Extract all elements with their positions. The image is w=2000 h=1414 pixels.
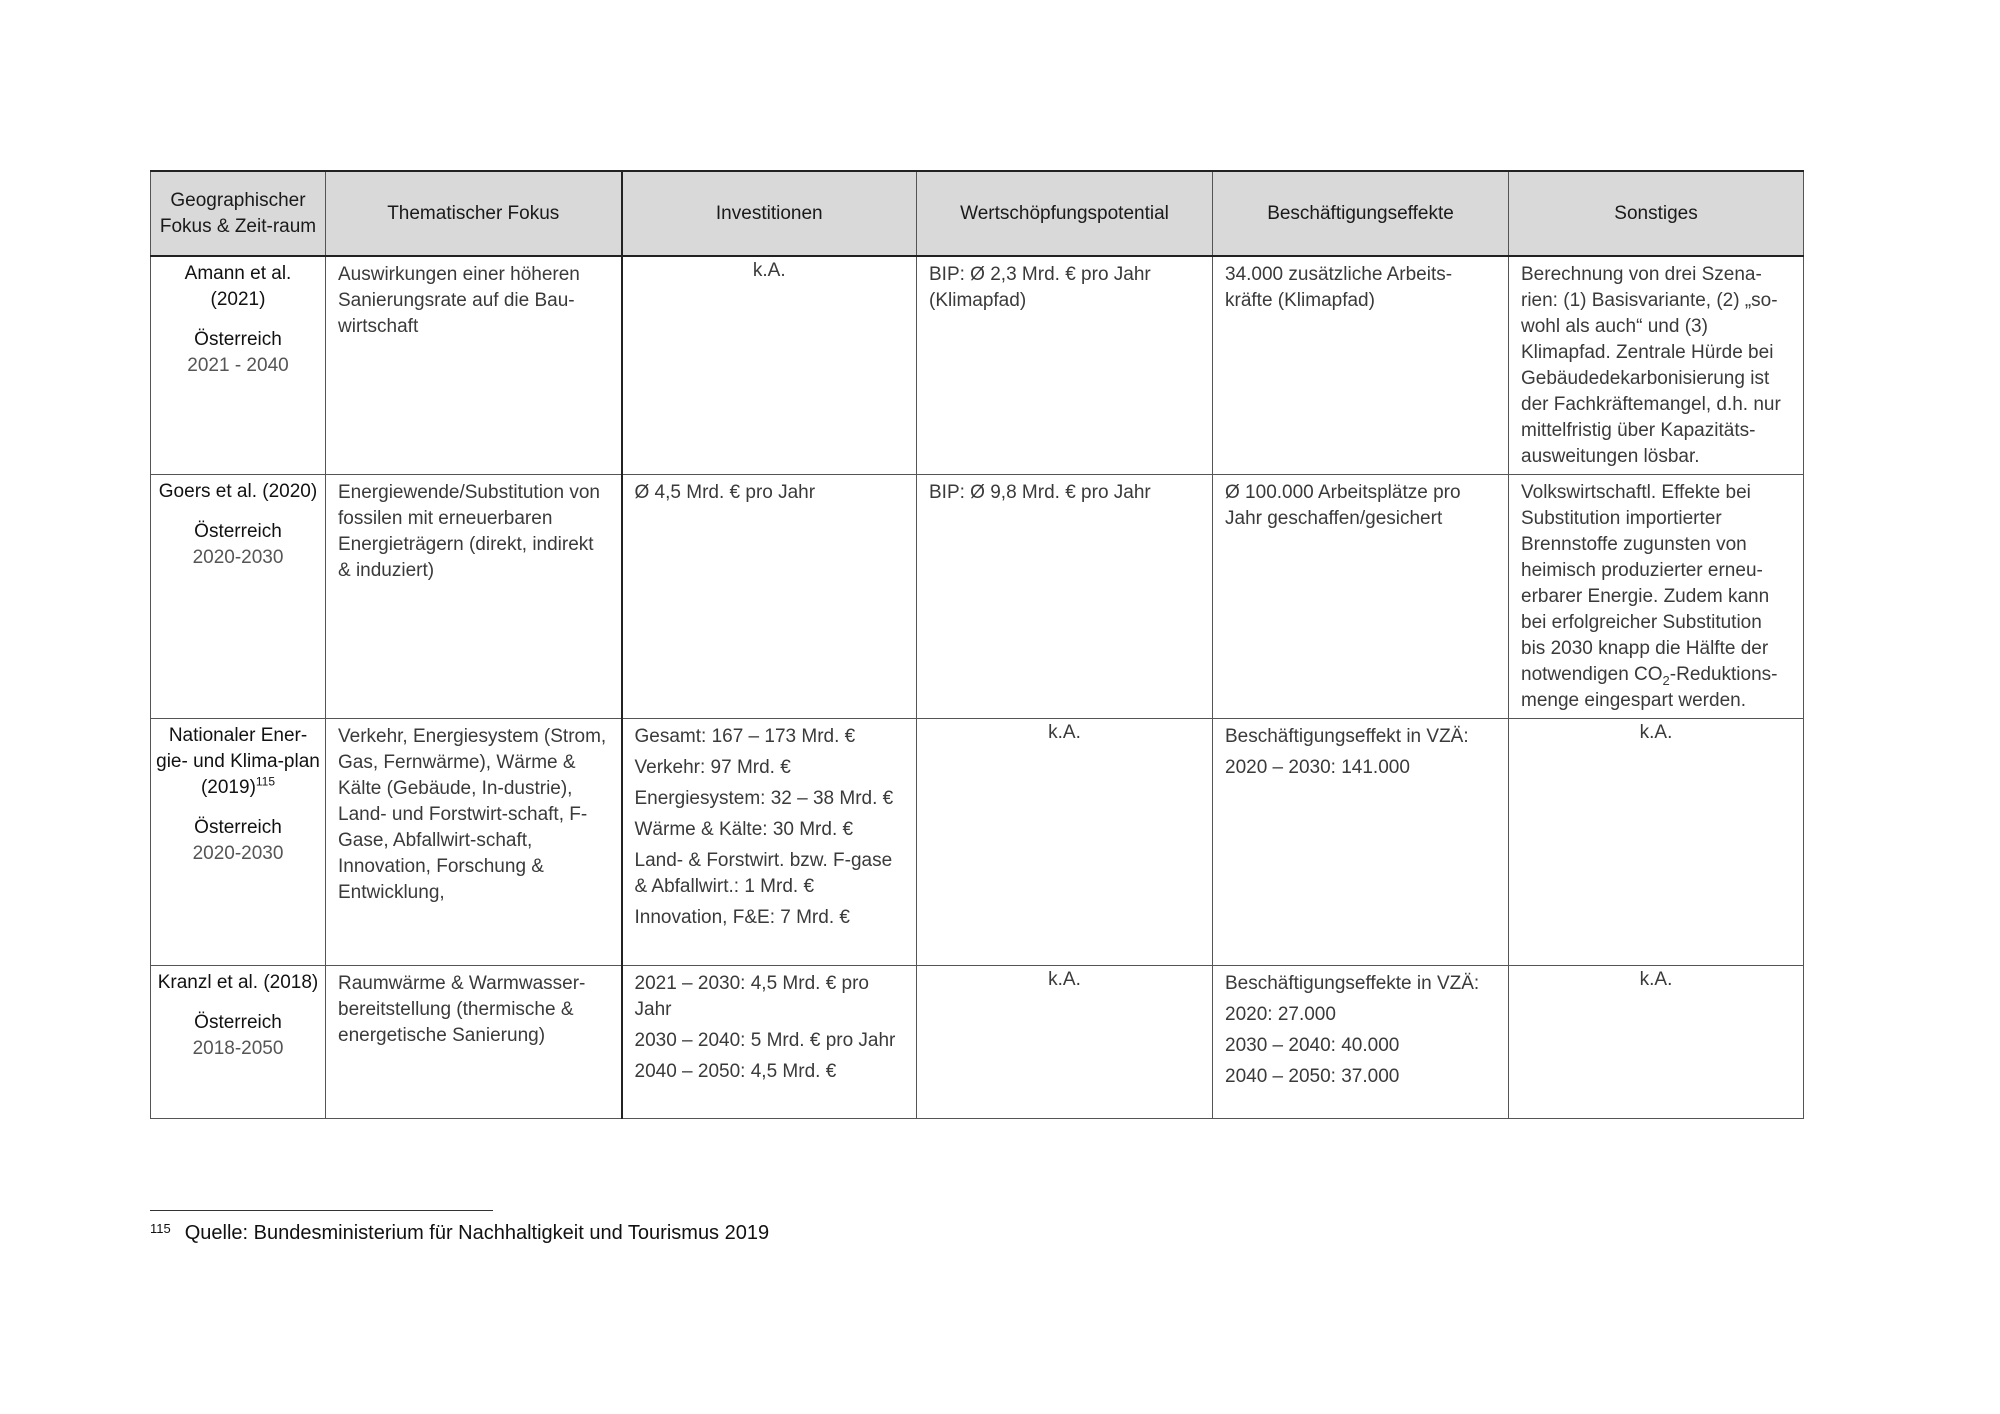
header-thematic-focus: Thematischer Fokus bbox=[326, 171, 622, 256]
investments-cell: k.A. bbox=[622, 256, 917, 474]
other-text-end: -Reduktions-menge eingespart werden. bbox=[1521, 663, 1778, 711]
employment-line: Beschäftigungseffekte in VZÄ: bbox=[1225, 972, 1480, 994]
study-region: Österreich bbox=[194, 329, 282, 350]
investments-cell bbox=[622, 965, 917, 1118]
header-investments: Investitionen bbox=[622, 171, 917, 256]
footnote-text: Quelle: Bundesministerium für Nachhaltigkeit und Tourismus 2019 bbox=[184, 1222, 770, 1244]
study-period: 2020-2030 bbox=[192, 842, 284, 864]
header-value-added: Wertschöpfungspotential bbox=[917, 171, 1213, 256]
thematic-cell: Raumwärme & Warmwasser-bereitstellung (thermische & energetische Sanierung) bbox=[326, 965, 622, 1118]
employment-cell: 34.000 zusätzliche Arbeits-kräfte (Klimapfad) bbox=[1213, 256, 1509, 474]
investment-line: Gesamt: 167 – 173 Mrd. € bbox=[634, 725, 856, 747]
value-added-cell: BIP: Ø 9,8 Mrd. € pro Jahr bbox=[917, 474, 1213, 718]
table-header-row bbox=[151, 171, 1804, 256]
employment-cell: Ø 100.000 Arbeitsplätze pro Jahr geschaffen/gesichert bbox=[1213, 474, 1509, 718]
investment-line: Land- & Forstwirt. bzw. F-gase & Abfallwirt.: 1 Mrd. € bbox=[634, 849, 893, 897]
study-cell bbox=[151, 474, 326, 718]
comparison-table bbox=[150, 170, 1804, 1119]
investment-line: 2040 – 2050: 4,5 Mrd. € bbox=[634, 1060, 837, 1082]
investment-line: 2030 – 2040: 5 Mrd. € pro Jahr bbox=[634, 1029, 896, 1051]
table-row bbox=[151, 718, 1804, 965]
employment-line: 2020 – 2030: 141.000 bbox=[1225, 756, 1410, 778]
investment-line: Innovation, F&E: 7 Mrd. € bbox=[634, 906, 850, 928]
investments-cell bbox=[622, 718, 917, 965]
value-added-cell: k.A. bbox=[917, 718, 1213, 965]
table-row bbox=[151, 256, 1804, 474]
study-cell bbox=[151, 256, 326, 474]
investment-line: 2021 – 2030: 4,5 Mrd. € pro Jahr bbox=[634, 972, 869, 1020]
employment-line: 2040 – 2050: 37.000 bbox=[1225, 1065, 1400, 1087]
study-period: 2021 - 2040 bbox=[187, 355, 289, 376]
employment-line: 2020: 27.000 bbox=[1225, 1003, 1336, 1025]
investment-line: Energiesystem: 32 – 38 Mrd. € bbox=[634, 787, 894, 809]
study-name: Kranzl et al. (2018) bbox=[157, 971, 319, 993]
employment-line: 2030 – 2040: 40.000 bbox=[1225, 1034, 1400, 1056]
thematic-cell: Auswirkungen einer höheren Sanierungsrate auf die Bau-wirtschaft bbox=[326, 256, 622, 474]
co2-subscript: 2 bbox=[1662, 672, 1670, 688]
header-other: Sonstiges bbox=[1509, 171, 1804, 256]
investment-line: Wärme & Kälte: 30 Mrd. € bbox=[634, 818, 854, 840]
footnote-divider bbox=[150, 1210, 493, 1211]
footnote bbox=[150, 1222, 769, 1245]
study-name bbox=[155, 723, 321, 801]
other-cell: k.A. bbox=[1509, 718, 1804, 965]
study-region: Österreich bbox=[194, 520, 282, 542]
study-period: 2020-2030 bbox=[192, 546, 284, 568]
footnote-ref: 115 bbox=[255, 774, 276, 789]
header-geo-focus: Geographischer Fokus & Zeit-raum bbox=[151, 171, 326, 256]
employment-cell bbox=[1213, 965, 1509, 1118]
table-row bbox=[151, 965, 1804, 1118]
study-name-text: Nationaler Ener-gie- und Klima-plan (2019) bbox=[156, 724, 320, 798]
other-cell: Berechnung von drei Szena-rien: (1) Basisvariante, (2) „so-wohl als auch“ und (3) Klimapfad. Zentrale Hürde bei Gebäudedekarbonisierung ist der Fachkräftemangel, d.h. nur mittelfristig über Kapazitäts-ausweitungen lösbar. bbox=[1509, 256, 1804, 474]
header-employment: Beschäftigungseffekte bbox=[1213, 171, 1509, 256]
employment-line: Beschäftigungseffekt in VZÄ: bbox=[1225, 725, 1469, 747]
study-cell bbox=[151, 718, 326, 965]
other-cell: k.A. bbox=[1509, 965, 1804, 1118]
study-name: Amann et al. (2021) bbox=[184, 263, 292, 310]
study-name: Goers et al. (2020) bbox=[158, 480, 318, 502]
value-added-cell: k.A. bbox=[917, 965, 1213, 1118]
thematic-cell: Energiewende/Substitution von fossilen mit erneuerbaren Energieträgern (direkt, indirekt & induziert) bbox=[326, 474, 622, 718]
investments-cell: Ø 4,5 Mrd. € pro Jahr bbox=[622, 474, 917, 718]
study-period: 2018-2050 bbox=[192, 1037, 284, 1059]
investment-line: Verkehr: 97 Mrd. € bbox=[634, 756, 791, 778]
other-cell bbox=[1509, 474, 1804, 718]
study-region: Österreich bbox=[194, 1011, 282, 1033]
thematic-cell: Verkehr, Energiesystem (Strom, Gas, Fernwärme), Wärme & Kälte (Gebäude, In-dustrie), Land- und Forstwirt-schaft, F-Gase, Abfallwirt-schaft, Innovation, Forschung & Entwicklung, bbox=[326, 718, 622, 965]
other-text: Volkswirtschaftl. Effekte bei Substitution importierter Brennstoffe zugunsten von heimisch produzierter erneu-erbarer Energie. Zudem kann bei erfolgreicher Substitution bis 2030 knapp die Hälfte der notwendigen CO bbox=[1521, 481, 1770, 685]
employment-cell bbox=[1213, 718, 1509, 965]
value-added-cell: BIP: Ø 2,3 Mrd. € pro Jahr (Klimapfad) bbox=[917, 256, 1213, 474]
table-row bbox=[151, 474, 1804, 718]
study-cell bbox=[151, 965, 326, 1118]
study-region: Österreich bbox=[194, 816, 282, 838]
footnote-number: 115 bbox=[150, 1221, 171, 1236]
